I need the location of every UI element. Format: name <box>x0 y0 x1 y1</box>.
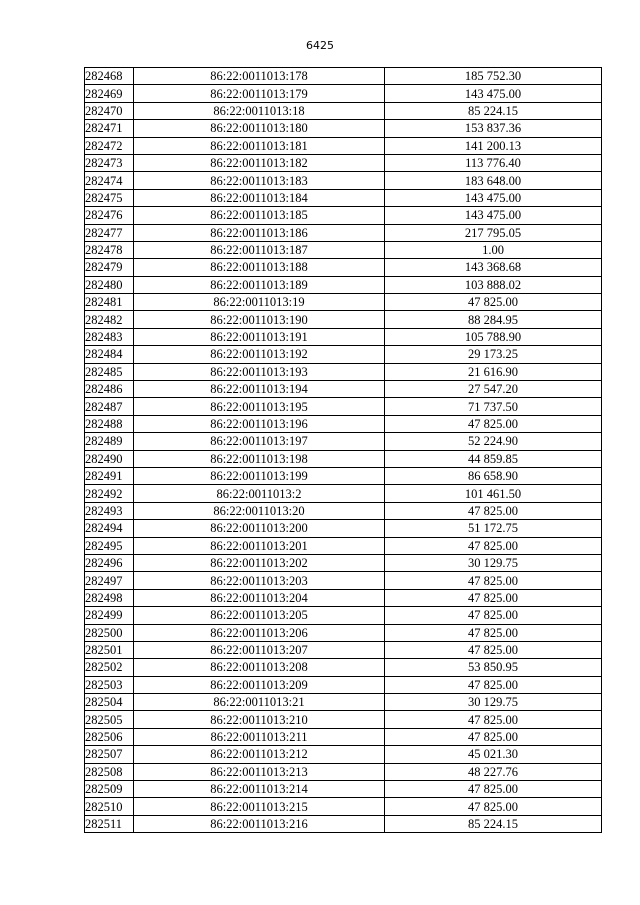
cadastral-number-cell: 86:22:0011013:19 <box>134 294 385 311</box>
cadastral-value-cell: 143 368.68 <box>385 259 602 276</box>
record-number-cell: 282489 <box>85 433 134 450</box>
record-number-cell: 282478 <box>85 241 134 258</box>
record-number-cell: 282475 <box>85 189 134 206</box>
cadastral-number-cell: 86:22:0011013:210 <box>134 711 385 728</box>
table-row <box>85 641 602 658</box>
record-number-cell: 282507 <box>85 746 134 763</box>
cadastral-value-cell: 1.00 <box>385 241 602 258</box>
cadastral-value-cell: 52 224.90 <box>385 433 602 450</box>
table-row <box>85 763 602 780</box>
table-row <box>85 415 602 432</box>
table-row <box>85 137 602 154</box>
record-number-cell: 282502 <box>85 659 134 676</box>
cadastral-value-cell: 71 737.50 <box>385 398 602 415</box>
record-number-cell: 282495 <box>85 537 134 554</box>
table-row <box>85 485 602 502</box>
cadastral-number-cell: 86:22:0011013:194 <box>134 381 385 398</box>
cadastral-number-cell: 86:22:0011013:201 <box>134 537 385 554</box>
record-number-cell: 282472 <box>85 137 134 154</box>
record-number-cell: 282483 <box>85 328 134 345</box>
table-row <box>85 815 602 832</box>
table-row <box>85 694 602 711</box>
cadastral-value-cell: 47 825.00 <box>385 624 602 641</box>
cadastral-number-cell: 86:22:0011013:18 <box>134 102 385 119</box>
record-number-cell: 282491 <box>85 467 134 484</box>
cadastral-number-cell: 86:22:0011013:198 <box>134 450 385 467</box>
record-number-cell: 282497 <box>85 572 134 589</box>
cadastral-value-cell: 47 825.00 <box>385 294 602 311</box>
cadastral-number-cell: 86:22:0011013:191 <box>134 328 385 345</box>
cadastral-number-cell: 86:22:0011013:205 <box>134 607 385 624</box>
cadastral-number-cell: 86:22:0011013:214 <box>134 781 385 798</box>
record-number-cell: 282494 <box>85 520 134 537</box>
table-row <box>85 120 602 137</box>
cadastral-number-cell: 86:22:0011013:188 <box>134 259 385 276</box>
table-row <box>85 572 602 589</box>
table-row <box>85 711 602 728</box>
cadastral-number-cell: 86:22:0011013:207 <box>134 641 385 658</box>
record-number-cell: 282468 <box>85 68 134 85</box>
record-number-cell: 282506 <box>85 728 134 745</box>
record-number-cell: 282481 <box>85 294 134 311</box>
cadastral-number-cell: 86:22:0011013:204 <box>134 589 385 606</box>
table-row <box>85 537 602 554</box>
cadastral-number-cell: 86:22:0011013:21 <box>134 694 385 711</box>
cadastral-number-cell: 86:22:0011013:181 <box>134 137 385 154</box>
cadastral-number-cell: 86:22:0011013:197 <box>134 433 385 450</box>
cadastral-value-cell: 47 825.00 <box>385 537 602 554</box>
table-row <box>85 676 602 693</box>
table-row <box>85 798 602 815</box>
cadastral-number-cell: 86:22:0011013:212 <box>134 746 385 763</box>
cadastral-value-cell: 53 850.95 <box>385 659 602 676</box>
cadastral-number-cell: 86:22:0011013:189 <box>134 276 385 293</box>
record-number-cell: 282511 <box>85 815 134 832</box>
table-row <box>85 224 602 241</box>
cadastral-value-cell: 47 825.00 <box>385 415 602 432</box>
cadastral-value-cell: 47 825.00 <box>385 502 602 519</box>
record-number-cell: 282500 <box>85 624 134 641</box>
table-row <box>85 589 602 606</box>
record-number-cell: 282477 <box>85 224 134 241</box>
cadastral-number-cell: 86:22:0011013:211 <box>134 728 385 745</box>
cadastral-value-cell: 47 825.00 <box>385 676 602 693</box>
table-row <box>85 381 602 398</box>
cadastral-number-cell: 86:22:0011013:180 <box>134 120 385 137</box>
cadastral-number-cell: 86:22:0011013:199 <box>134 467 385 484</box>
cadastral-number-cell: 86:22:0011013:185 <box>134 207 385 224</box>
table-row <box>85 294 602 311</box>
page-number: 6425 <box>306 39 334 52</box>
cadastral-value-cell: 47 825.00 <box>385 728 602 745</box>
cadastral-number-cell: 86:22:0011013:184 <box>134 189 385 206</box>
cadastral-value-cell: 85 224.15 <box>385 815 602 832</box>
cadastral-number-cell: 86:22:0011013:2 <box>134 485 385 502</box>
cadastral-value-cell: 47 825.00 <box>385 607 602 624</box>
cadastral-value-cell: 47 825.00 <box>385 589 602 606</box>
cadastral-value-cell: 30 129.75 <box>385 694 602 711</box>
record-number-cell: 282490 <box>85 450 134 467</box>
table-row <box>85 276 602 293</box>
record-number-cell: 282474 <box>85 172 134 189</box>
cadastral-value-cell: 86 658.90 <box>385 467 602 484</box>
table-row <box>85 624 602 641</box>
table-row <box>85 659 602 676</box>
table-row <box>85 467 602 484</box>
table-row <box>85 189 602 206</box>
cadastral-value-cell: 48 227.76 <box>385 763 602 780</box>
cadastral-value-cell: 101 461.50 <box>385 485 602 502</box>
cadastral-number-cell: 86:22:0011013:215 <box>134 798 385 815</box>
cadastral-number-cell: 86:22:0011013:196 <box>134 415 385 432</box>
table-row <box>85 450 602 467</box>
cadastral-value-cell: 30 129.75 <box>385 554 602 571</box>
cadastral-number-cell: 86:22:0011013:202 <box>134 554 385 571</box>
cadastral-number-cell: 86:22:0011013:206 <box>134 624 385 641</box>
table-row <box>85 398 602 415</box>
cadastral-number-cell: 86:22:0011013:200 <box>134 520 385 537</box>
table-row <box>85 554 602 571</box>
cadastral-value-cell: 217 795.05 <box>385 224 602 241</box>
registry-table-body <box>85 68 602 833</box>
record-number-cell: 282471 <box>85 120 134 137</box>
cadastral-value-cell: 21 616.90 <box>385 363 602 380</box>
record-number-cell: 282508 <box>85 763 134 780</box>
table-row <box>85 502 602 519</box>
table-row <box>85 102 602 119</box>
cadastral-number-cell: 86:22:0011013:182 <box>134 154 385 171</box>
table-row <box>85 172 602 189</box>
table-row <box>85 781 602 798</box>
cadastral-number-cell: 86:22:0011013:209 <box>134 676 385 693</box>
table-row <box>85 433 602 450</box>
record-number-cell: 282509 <box>85 781 134 798</box>
cadastral-value-cell: 85 224.15 <box>385 102 602 119</box>
table-row <box>85 259 602 276</box>
cadastral-value-cell: 47 825.00 <box>385 572 602 589</box>
cadastral-value-cell: 29 173.25 <box>385 346 602 363</box>
table-row <box>85 311 602 328</box>
cadastral-value-cell: 113 776.40 <box>385 154 602 171</box>
record-number-cell: 282488 <box>85 415 134 432</box>
cadastral-number-cell: 86:22:0011013:183 <box>134 172 385 189</box>
record-number-cell: 282469 <box>85 85 134 102</box>
table-row <box>85 154 602 171</box>
table-row <box>85 85 602 102</box>
record-number-cell: 282479 <box>85 259 134 276</box>
cadastral-number-cell: 86:22:0011013:192 <box>134 346 385 363</box>
table-row <box>85 607 602 624</box>
table-row <box>85 241 602 258</box>
cadastral-number-cell: 86:22:0011013:216 <box>134 815 385 832</box>
table-row <box>85 520 602 537</box>
table-row <box>85 746 602 763</box>
cadastral-value-cell: 47 825.00 <box>385 798 602 815</box>
table-row <box>85 68 602 85</box>
record-number-cell: 282504 <box>85 694 134 711</box>
table-row <box>85 346 602 363</box>
record-number-cell: 282503 <box>85 676 134 693</box>
record-number-cell: 282480 <box>85 276 134 293</box>
cadastral-number-cell: 86:22:0011013:208 <box>134 659 385 676</box>
cadastral-value-cell: 143 475.00 <box>385 207 602 224</box>
record-number-cell: 282485 <box>85 363 134 380</box>
cadastral-number-cell: 86:22:0011013:178 <box>134 68 385 85</box>
cadastral-value-cell: 105 788.90 <box>385 328 602 345</box>
cadastral-number-cell: 86:22:0011013:190 <box>134 311 385 328</box>
record-number-cell: 282505 <box>85 711 134 728</box>
cadastral-value-cell: 141 200.13 <box>385 137 602 154</box>
cadastral-value-cell: 47 825.00 <box>385 781 602 798</box>
cadastral-number-cell: 86:22:0011013:179 <box>134 85 385 102</box>
cadastral-value-cell: 45 021.30 <box>385 746 602 763</box>
record-number-cell: 282510 <box>85 798 134 815</box>
cadastral-value-cell: 103 888.02 <box>385 276 602 293</box>
record-number-cell: 282473 <box>85 154 134 171</box>
cadastral-number-cell: 86:22:0011013:186 <box>134 224 385 241</box>
cadastral-value-cell: 47 825.00 <box>385 711 602 728</box>
registry-table <box>84 67 602 833</box>
cadastral-value-cell: 51 172.75 <box>385 520 602 537</box>
record-number-cell: 282486 <box>85 381 134 398</box>
cadastral-number-cell: 86:22:0011013:203 <box>134 572 385 589</box>
record-number-cell: 282487 <box>85 398 134 415</box>
cadastral-value-cell: 183 648.00 <box>385 172 602 189</box>
record-number-cell: 282493 <box>85 502 134 519</box>
cadastral-value-cell: 185 752.30 <box>385 68 602 85</box>
cadastral-value-cell: 47 825.00 <box>385 641 602 658</box>
table-row <box>85 207 602 224</box>
cadastral-number-cell: 86:22:0011013:193 <box>134 363 385 380</box>
record-number-cell: 282470 <box>85 102 134 119</box>
cadastral-value-cell: 143 475.00 <box>385 189 602 206</box>
record-number-cell: 282482 <box>85 311 134 328</box>
record-number-cell: 282476 <box>85 207 134 224</box>
cadastral-number-cell: 86:22:0011013:195 <box>134 398 385 415</box>
cadastral-value-cell: 44 859.85 <box>385 450 602 467</box>
table-row <box>85 328 602 345</box>
record-number-cell: 282501 <box>85 641 134 658</box>
cadastral-value-cell: 143 475.00 <box>385 85 602 102</box>
cadastral-value-cell: 88 284.95 <box>385 311 602 328</box>
record-number-cell: 282496 <box>85 554 134 571</box>
cadastral-value-cell: 153 837.36 <box>385 120 602 137</box>
cadastral-number-cell: 86:22:0011013:20 <box>134 502 385 519</box>
table-row <box>85 728 602 745</box>
record-number-cell: 282484 <box>85 346 134 363</box>
cadastral-number-cell: 86:22:0011013:213 <box>134 763 385 780</box>
record-number-cell: 282498 <box>85 589 134 606</box>
table-row <box>85 363 602 380</box>
record-number-cell: 282492 <box>85 485 134 502</box>
cadastral-value-cell: 27 547.20 <box>385 381 602 398</box>
record-number-cell: 282499 <box>85 607 134 624</box>
cadastral-number-cell: 86:22:0011013:187 <box>134 241 385 258</box>
